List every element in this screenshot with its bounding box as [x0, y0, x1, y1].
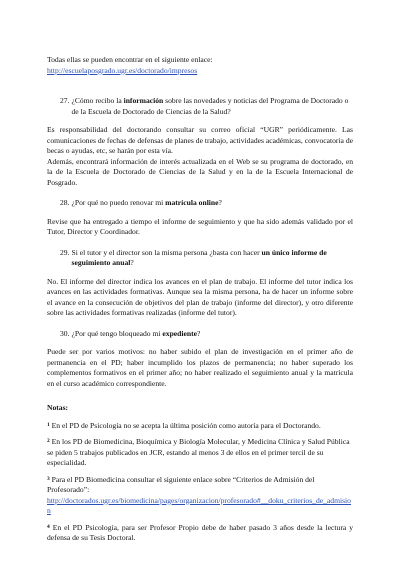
intro-text: Todas ellas se pueden encontrar en el siguiente enlace:: [47, 55, 213, 64]
question-text-pre: ¿Por qué no puedo renovar mi: [71, 198, 166, 207]
question-27: [47, 96, 353, 117]
intro-block: [47, 55, 353, 76]
note-text: En los PD de Biomedicina, Bioquímica y Biología Molecular, y Medicina Clínica y Salud Pública se piden 5 trabajos publicados en JCR, estando al menos 3 de ellos en el primer tercil de su especialidad.: [47, 437, 350, 467]
question-number: 28.: [60, 198, 70, 207]
question-30: [47, 329, 353, 340]
question-keyword: matrícula online: [165, 198, 219, 207]
note-marker: 1: [47, 421, 50, 428]
question-keyword: expediente: [162, 328, 197, 338]
question-text: [72, 96, 354, 117]
note-marker: 2: [47, 438, 50, 444]
question-text-post: ?: [130, 258, 134, 267]
question-keyword: información: [123, 96, 164, 105]
note-text: Para el PD Biomedicina consultar el siguiente enlace sobre “Criterios de Admisión del Profesorado”:: [47, 474, 315, 494]
question-29: [47, 248, 353, 269]
question-keyword: un único informe de seguimiento anual: [71, 247, 327, 267]
question-28: [47, 198, 353, 209]
note-text: En el PD Psicología, para ser Profesor Propio debe de haber pasado 3 años desde la lectura y defensa de su Tesis Doctoral.: [47, 522, 353, 542]
biomedicina-criteria-link[interactable]: http://doctorados.ugr.es/biomedicina/pages/organizacion/profesorado#__doku_criterios_de_admision: [47, 495, 351, 515]
note-text: En el PD de Psicología no se acepta la última posición como autoría para el Doctorando.: [51, 420, 321, 430]
question-text: [72, 329, 354, 340]
notes-title: Notas:: [47, 403, 69, 412]
answer-27-p2: Además, encontrará información de interés actualizada en el Web se su programa de doctorado, en la de la Escuela de Doctorado de Ciencias de la Salud y en la de la Escuela Internacional de Posgrado.: [47, 156, 353, 187]
question-text: [72, 248, 354, 269]
answer-28: Revise que ha entregado a tiempo el informe de seguimiento y que ha sido además validado por el Tutor, Director y Coordinador.: [47, 216, 353, 236]
question-text-pre: ¿Cómo recibo la: [71, 96, 124, 105]
note-1: [47, 420, 353, 432]
question-number: 30.: [60, 328, 70, 338]
answer-29: No. El informe del director indica los avances en el plan de trabajo. El informe del tutor indica los avances en las actividades formativas. Aunque sea la misma persona, ha de hacer un informe sobre el avance en la consecución de objetivos del plan de trabajo (informe del director), y otro diferente sobre las actividades formativas realizadas (informe del tutor).: [47, 276, 353, 317]
note-marker: 3: [47, 475, 50, 482]
note-4: [47, 522, 353, 544]
answer-27-p1: Es responsabilidad del doctorando consultar su correo oficial “UGR” periódicamente. Las comunicaciones de fechas de defensas de planes de trabajo, actividades académicas, convocatoria de becas o ayudas, etc, se harán por esta vía.: [47, 125, 353, 155]
answer-30: Puede ser por varios motivos: no haber subido el plan de investigación en el primer año de permanencia en el PD; haber incumplido los plazos de permanencia; no haber superado los complementos formativos en el primer año; no haber realizado el seguimiento anual y la matrícula en el curso académico correspondiente.: [47, 347, 353, 388]
question-text-post: ?: [218, 198, 222, 207]
question-text-pre: Si el tutor y el director son la misma persona ¿basta con hacer: [71, 247, 262, 257]
note-2: [47, 436, 353, 469]
question-text-post: ?: [197, 328, 201, 338]
note-marker: 4: [47, 523, 50, 530]
question-text-pre: ¿Por qué tengo bloqueado mi: [71, 328, 163, 338]
impresos-link[interactable]: http://escuelaposgrado.ugr.es/doctorado/impresos: [47, 65, 198, 75]
question-number: 27.: [60, 96, 70, 105]
question-number: 29.: [60, 247, 70, 257]
question-text: [72, 198, 354, 209]
question-text-post: sobre las novedades y noticias del Programa de Doctorado o de la Escuela de Doctorado de Ciencias de la Salud?: [71, 96, 349, 116]
note-3: [47, 474, 353, 517]
